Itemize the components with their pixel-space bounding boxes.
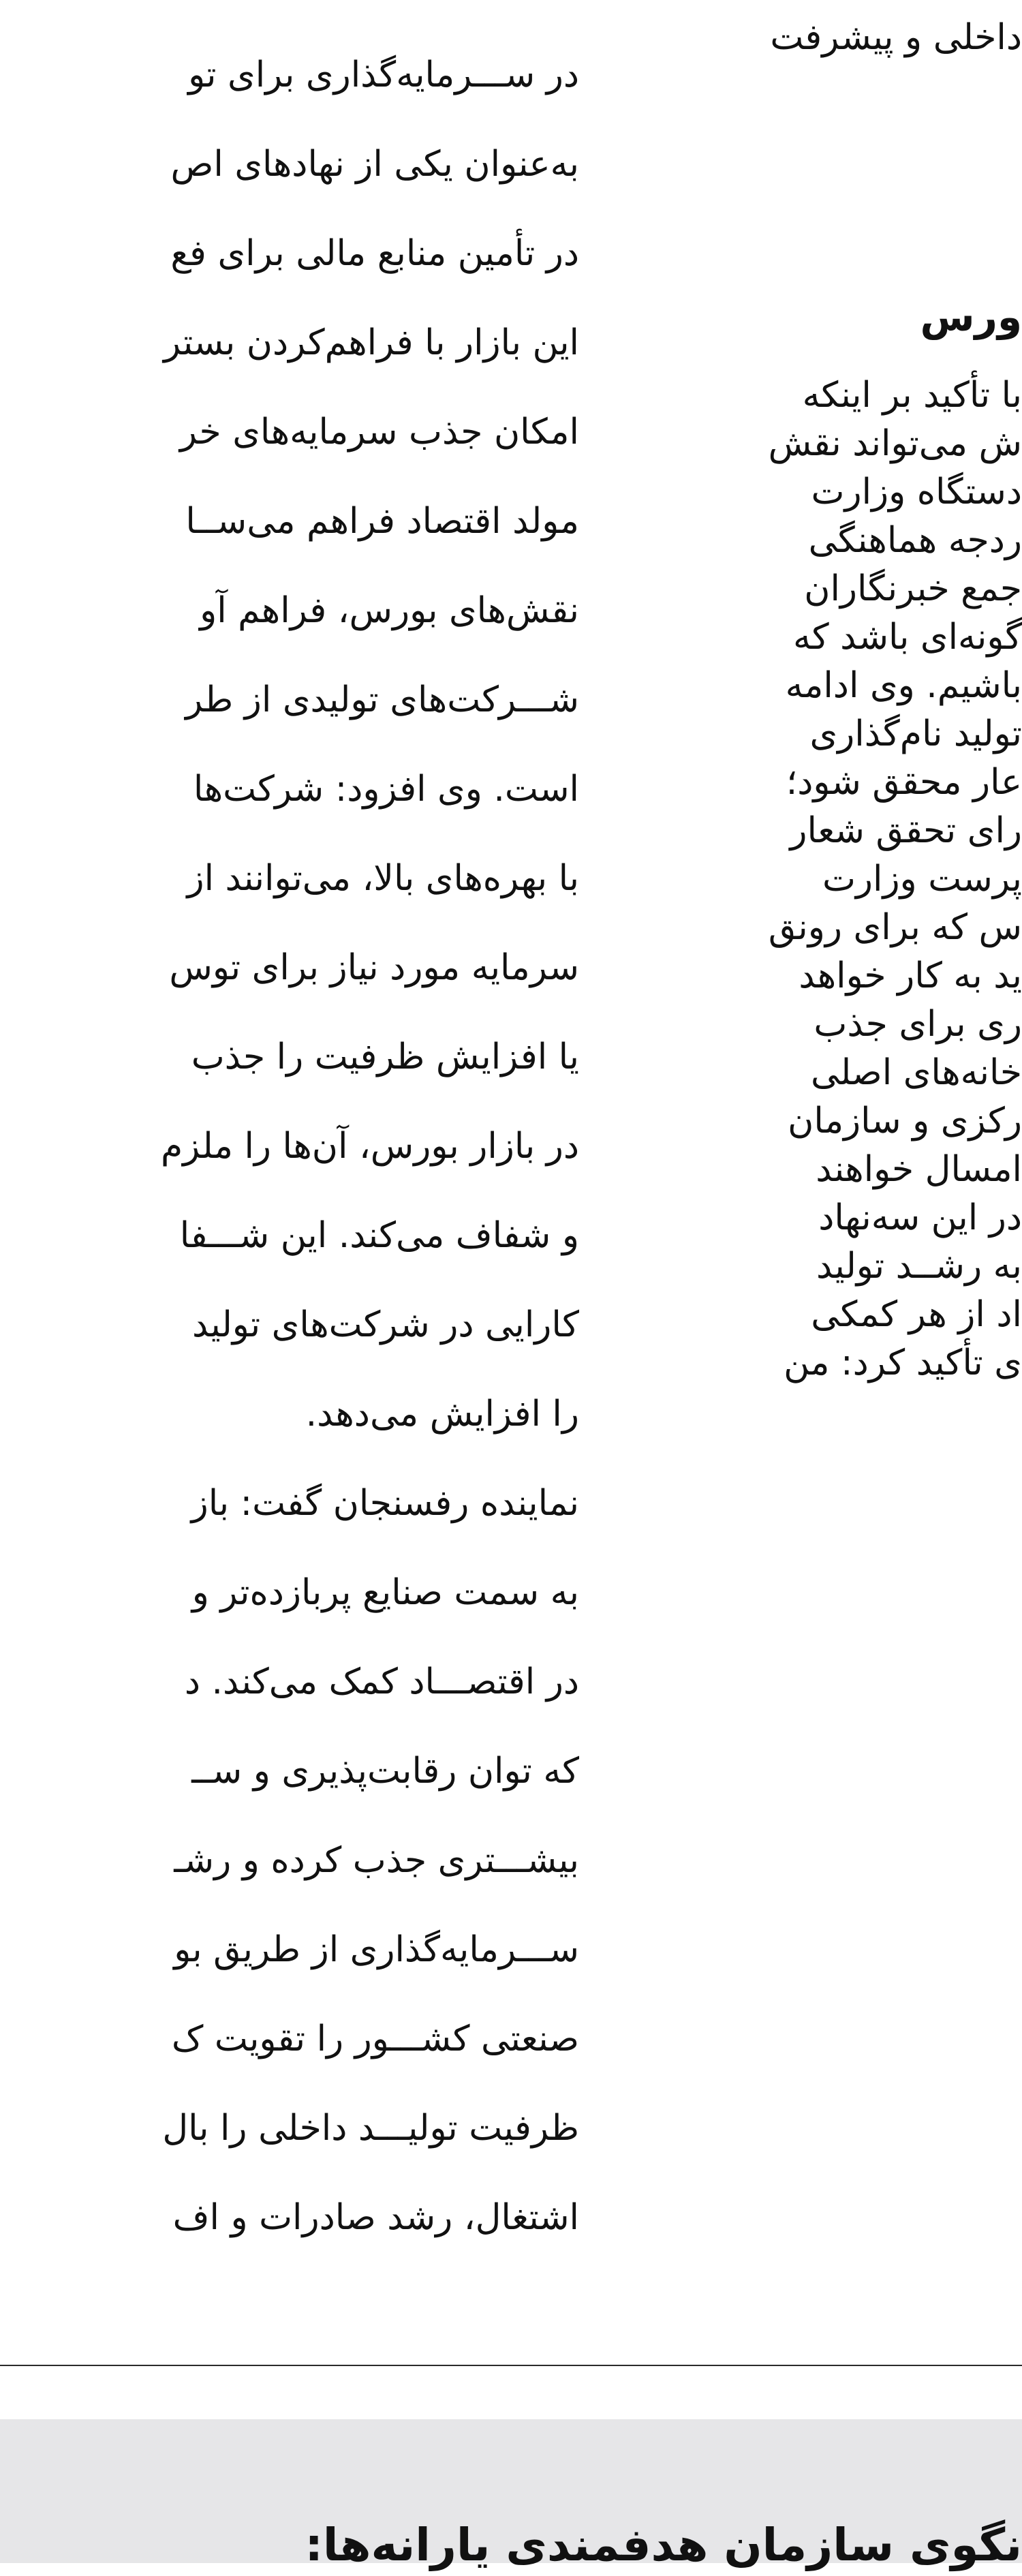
right-column-line: س که برای رونق	[769, 904, 1022, 951]
right-column-line: ردجه هماهنگی	[809, 517, 1022, 564]
left-column-line: به سمت صنایع پربازده‌تر و	[192, 1569, 579, 1616]
left-column-line: مولد اقتصاد فراهم می‌ســا	[185, 497, 579, 545]
left-column-line: در ســـرمایه‌گذاری برای تو	[188, 51, 579, 99]
right-column-line: گونه‌ای باشد که	[793, 613, 1022, 661]
left-column-line: در بازار بورس، آن‌ها را ملزم	[161, 1122, 579, 1170]
right-column-line: در این سه‌نهاد	[818, 1194, 1022, 1242]
left-column-line: بیشـــتری جذب کرده و رشـ	[174, 1837, 579, 1884]
right-column-line: ید به کار خواهد	[799, 952, 1022, 1000]
left-column-line: کارایی در شرکت‌های تولید	[192, 1301, 579, 1349]
left-column-line: امکان جذب سرمایه‌های خر	[180, 408, 579, 456]
right-column-line: ی تأکید کرد: من	[784, 1339, 1022, 1387]
left-column-line: یا افزایش ظرفیت را جذب	[191, 1033, 579, 1081]
left-column-line: است. وی افزود: شرکت‌ها	[193, 765, 579, 813]
right-column-heading: ورس	[920, 293, 1022, 341]
right-column-line: اد از هر کمکی	[811, 1291, 1022, 1338]
boxed-article-title-text: نگوی سازمان هدفمندی یارانه‌ها:	[305, 2515, 1022, 2576]
right-column-line: رای تحقق شعار	[790, 807, 1022, 855]
left-column-line: ســـرمایه‌گذاری از طریق بو	[174, 1926, 579, 1974]
left-column-line: به‌عنوان یکی از نهادهای اص	[171, 140, 580, 188]
right-column-line: دستگاه وزارت	[811, 468, 1022, 516]
right-column-line: به رشــد تولید	[816, 1242, 1022, 1290]
right-column-line: عار محقق شود؛	[786, 758, 1022, 806]
right-column-line: تولید نام‌گذاری	[809, 710, 1022, 758]
left-column-line: نقش‌های بورس، فراهم آو	[200, 587, 579, 634]
right-column-line: با تأکید بر اینکه	[803, 371, 1022, 419]
left-column-line: که توان رقابت‌پذیری و ســ	[191, 1747, 579, 1795]
right-column-line: پرست وزارت	[822, 855, 1022, 903]
right-column-line: داخلی و پیشرفت	[770, 14, 1022, 61]
right-column-line: رکزی و سازمان	[788, 1097, 1022, 1145]
right-column-line: جمع خبرنگاران	[804, 565, 1022, 613]
left-column-line: با بهره‌های بالا، می‌توانند از	[187, 855, 579, 902]
left-column-line: در تأمین منابع مالی برای فع	[170, 230, 579, 277]
section-divider	[0, 2365, 1022, 2366]
left-column-line: این بازار با فراهم‌کردن بستر	[164, 319, 579, 367]
right-column-line: باشیم. وی ادامه	[786, 662, 1022, 709]
left-column-line: اشتغال، رشد صادرات و اف	[173, 2194, 579, 2241]
left-column-line: در اقتصـــاد کمک می‌کند. د	[185, 1658, 579, 1706]
left-column-line: نماینده رفسنجان گفت: باز	[191, 1479, 579, 1527]
right-column-line: ری برای جذب	[814, 1000, 1022, 1048]
left-column-line: سرمایه مورد نیاز برای توس	[169, 944, 579, 992]
right-column-line: امسال خواهند	[816, 1146, 1022, 1193]
left-column-line: ظرفیت تولیـــد داخلی را بال	[162, 2104, 579, 2152]
left-column-line: و شفاف می‌کند. این شـــفا	[180, 1212, 579, 1259]
right-column-line: خانه‌های اصلی	[811, 1049, 1022, 1097]
left-column-line: شـــرکت‌های تولیدی از طر	[185, 676, 579, 724]
right-column-line: ش می‌تواند نقش	[769, 420, 1022, 467]
left-column-line: را افزایش می‌دهد.	[306, 1390, 579, 1438]
left-column-line: صنعتی کشـــور را تقویت ک	[172, 2015, 579, 2063]
